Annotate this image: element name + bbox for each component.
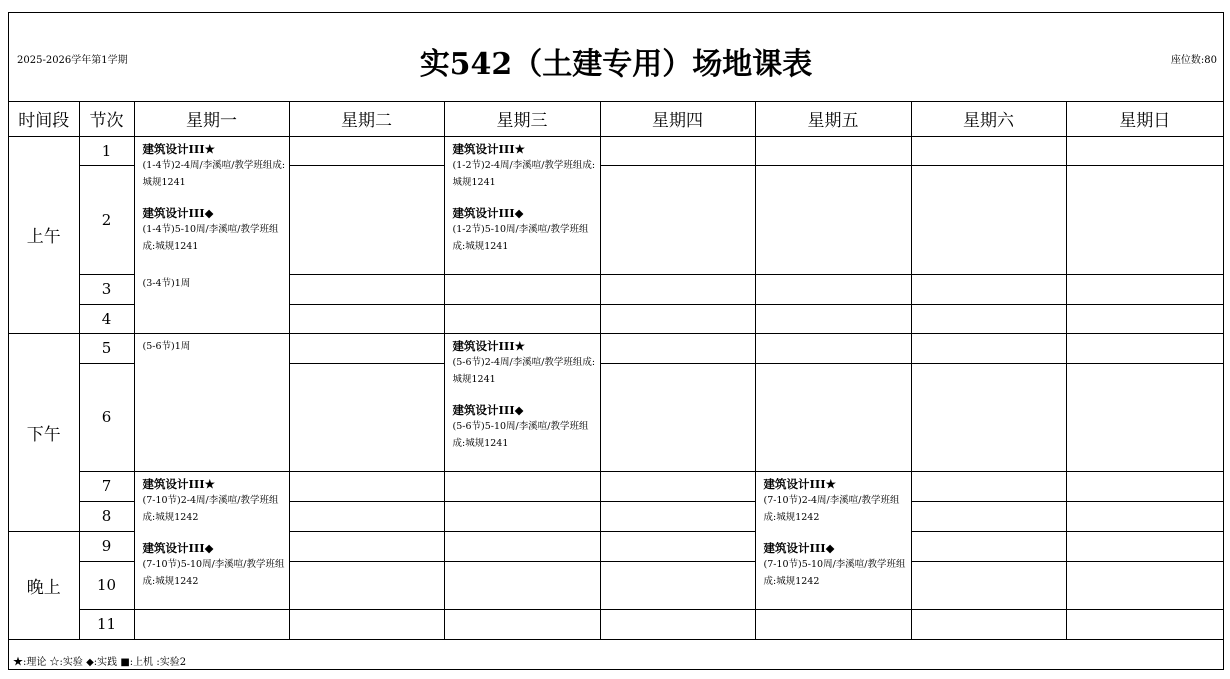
empty-cell[interactable] [1066,561,1223,609]
empty-cell[interactable] [289,165,444,274]
schedule-sheet [8,12,1224,670]
empty-cell[interactable] [289,304,444,333]
empty-cell[interactable] [600,501,755,531]
empty-cell[interactable] [755,274,911,304]
col-header-sat: 星期六 [911,102,1066,136]
empty-cell[interactable] [1066,531,1223,561]
empty-cell[interactable] [600,165,755,274]
schedule-header [9,13,1223,102]
empty-cell[interactable] [444,304,600,333]
empty-cell[interactable] [1066,363,1223,471]
course-detail: (5-6节)5-10周/李溪喧/教学班组成:城规1241 [452,420,589,449]
course-title: 建筑设计III◆ [763,540,835,555]
empty-cell[interactable] [289,471,444,501]
empty-cell[interactable] [600,531,755,561]
session-row [9,471,1223,501]
col-header-sun: 星期日 [1066,102,1223,136]
session-number: 7 [79,471,134,501]
empty-cell[interactable] [1066,304,1223,333]
empty-cell[interactable] [600,561,755,609]
col-header-session: 节次 [79,102,134,136]
page-title: 实542（土建专用）场地课表 [419,47,813,82]
course-detail: (1-2节)5-10周/李溪喧/教学班组成:城规1241 [452,223,589,252]
period-morning: 上午 [9,136,79,333]
course-title: 建筑设计III◆ [142,540,214,555]
empty-cell[interactable] [911,136,1066,165]
empty-cell[interactable] [600,274,755,304]
header-row [9,102,1223,136]
period-afternoon: 下午 [9,333,79,531]
empty-cell[interactable] [1066,333,1223,363]
course-detail: (7-10节)2-4周/李溪喧/教学班组成:城规1242 [763,494,900,523]
legend-footer: ★:理论 ☆:实验 ◆:实践 ■:上机 :实验2 [13,657,187,668]
course-title: 建筑设计III◆ [452,205,524,220]
empty-cell[interactable] [755,363,911,471]
course-title: 建筑设计III◆ [142,205,214,220]
col-header-tue: 星期二 [289,102,444,136]
session-number: 8 [79,501,134,531]
empty-cell[interactable] [1066,609,1223,639]
empty-cell[interactable] [289,333,444,363]
course-detail: (7-10节)5-10周/李溪喧/教学班组成:城规1242 [142,558,285,587]
empty-cell[interactable] [911,333,1066,363]
empty-cell[interactable] [444,561,600,609]
course-title: 建筑设计III★ [452,338,525,353]
empty-cell[interactable] [911,501,1066,531]
empty-cell[interactable] [600,363,755,471]
col-header-thu: 星期四 [600,102,755,136]
course-cell-mon-eve[interactable] [134,471,289,609]
empty-cell[interactable] [911,471,1066,501]
col-header-fri: 星期五 [755,102,911,136]
course-cell-mon-pm[interactable] [134,333,289,471]
empty-cell[interactable] [1066,471,1223,501]
empty-cell[interactable] [444,274,600,304]
empty-cell[interactable] [755,136,911,165]
course-title: 建筑设计III★ [142,476,215,491]
empty-cell[interactable] [755,333,911,363]
empty-cell[interactable] [1066,165,1223,274]
col-header-period: 时间段 [9,102,79,136]
empty-cell[interactable] [911,609,1066,639]
session-number: 10 [79,561,134,609]
session-number: 11 [79,609,134,639]
session-number: 3 [79,274,134,304]
session-number: 2 [79,165,134,274]
empty-cell[interactable] [1066,136,1223,165]
empty-cell[interactable] [911,304,1066,333]
empty-cell[interactable] [444,531,600,561]
course-detail: (1-4节)2-4周/李溪喧/教学班组成:城规1241 [142,159,286,188]
course-cell-wed-am[interactable] [444,136,600,274]
course-cell-wed-pm[interactable] [444,333,600,471]
session-number: 5 [79,333,134,363]
session-number: 4 [79,304,134,333]
course-detail: (1-4节)5-10周/李溪喧/教学班组成:城规1241 [142,223,279,252]
empty-cell[interactable] [911,561,1066,609]
empty-cell[interactable] [134,609,289,639]
term-label: 2025-2026学年第1学期 [17,55,128,66]
session-number: 1 [79,136,134,165]
empty-cell[interactable] [289,363,444,471]
empty-cell[interactable] [600,304,755,333]
empty-cell[interactable] [600,136,755,165]
empty-cell[interactable] [289,501,444,531]
timetable [9,102,1223,640]
session-row [9,609,1223,639]
course-title: 建筑设计III★ [452,141,525,156]
col-header-mon: 星期一 [134,102,289,136]
empty-cell[interactable] [911,363,1066,471]
course-title: 建筑设计III◆ [452,402,524,417]
course-detail: (5-6节)2-4周/李溪喧/教学班组成:城规1241 [452,356,596,385]
empty-cell[interactable] [911,274,1066,304]
empty-cell[interactable] [911,531,1066,561]
empty-cell[interactable] [600,609,755,639]
empty-cell[interactable] [289,136,444,165]
course-detail: (1-2节)2-4周/李溪喧/教学班组成:城规1241 [452,159,596,188]
period-evening: 晚上 [9,531,79,639]
session-row [9,333,1223,363]
course-detail: (7-10节)2-4周/李溪喧/教学班组成:城规1242 [142,494,279,523]
empty-cell[interactable] [600,471,755,501]
empty-cell[interactable] [444,501,600,531]
session-row [9,136,1223,165]
empty-cell[interactable] [289,561,444,609]
empty-cell[interactable] [911,165,1066,274]
course-title: 建筑设计III★ [763,476,836,491]
course-detail: (7-10节)5-10周/李溪喧/教学班组成:城规1242 [763,558,906,587]
course-note: (5-6节)1周 [142,340,191,352]
empty-cell[interactable] [444,471,600,501]
session-number: 9 [79,531,134,561]
session-number: 6 [79,363,134,471]
empty-cell[interactable] [289,531,444,561]
empty-cell[interactable] [1066,274,1223,304]
empty-cell[interactable] [755,304,911,333]
seat-count: 座位数:80 [1170,55,1217,66]
empty-cell[interactable] [289,274,444,304]
empty-cell[interactable] [1066,501,1223,531]
empty-cell[interactable] [444,609,600,639]
empty-cell[interactable] [289,609,444,639]
course-cell-mon-am[interactable] [134,136,289,333]
empty-cell[interactable] [755,609,911,639]
empty-cell[interactable] [755,165,911,274]
empty-cell[interactable] [600,333,755,363]
course-note: (3-4节)1周 [142,277,191,289]
course-cell-fri-eve[interactable] [755,471,911,609]
col-header-wed: 星期三 [444,102,600,136]
course-title: 建筑设计III★ [142,141,215,156]
